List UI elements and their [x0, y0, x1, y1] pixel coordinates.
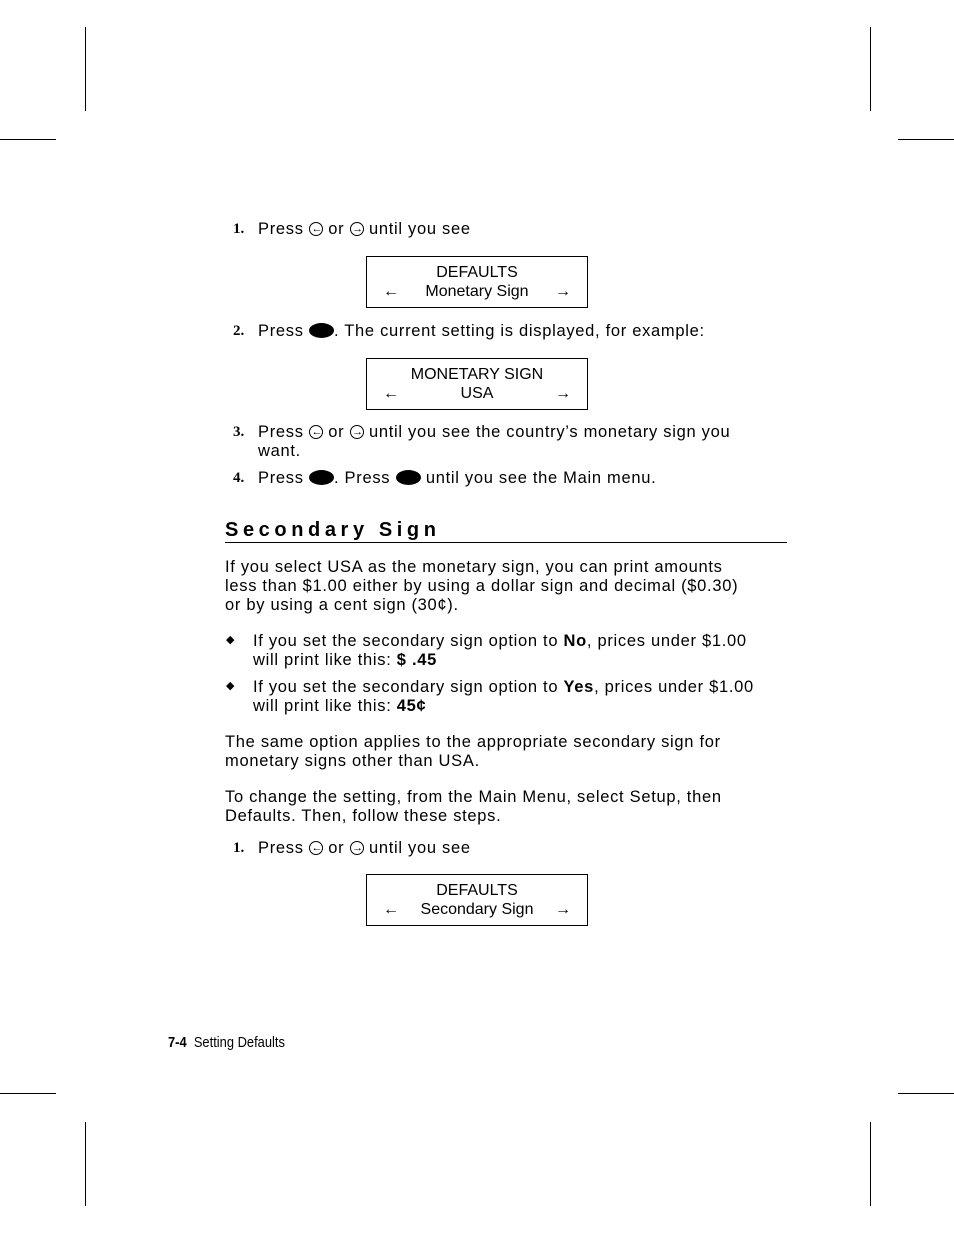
- example-value: $ .45: [396, 651, 437, 669]
- para2-line: The same option applies to the appropriate secondary sign for: [225, 733, 721, 751]
- enter-key-icon: [396, 470, 421, 485]
- intro-line: If you select USA as the monetary sign, you can print amounts: [225, 558, 723, 576]
- lcd-line-2: Monetary Sign: [425, 283, 529, 300]
- lcd-line-1: MONETARY SIGN: [410, 366, 544, 383]
- lcd-right-arrow-icon: →: [555, 901, 571, 918]
- right-arrow-key-icon: [350, 841, 364, 855]
- intro-line: or by using a cent sign (30¢).: [225, 596, 459, 614]
- page-number: 7-4: [168, 1034, 187, 1051]
- para2-line: monetary signs other than USA.: [225, 752, 480, 770]
- enter-key-icon: [309, 323, 334, 338]
- chapter-title: Setting Defaults: [193, 1034, 285, 1051]
- right-arrow-key-icon: [350, 222, 364, 236]
- step-3-text-cont: want.: [258, 442, 301, 460]
- lcd-right-arrow-icon: →: [555, 283, 571, 300]
- diamond-bullet-icon: ◆: [226, 680, 235, 692]
- bullet-yes-line1: If you set the secondary sign option to Yes, prices under $1.00: [253, 678, 754, 696]
- section-heading: Secondary Sign: [225, 519, 441, 541]
- para3-line: Defaults. Then, follow these steps.: [225, 807, 502, 825]
- step-number: 4.: [233, 470, 245, 486]
- diamond-bullet-icon: ◆: [226, 634, 235, 646]
- lcd-line-1: DEFAULTS: [436, 882, 518, 899]
- bullet-no-line1: If you set the secondary sign option to No, prices under $1.00: [253, 632, 747, 650]
- crop-mark: [870, 27, 871, 111]
- lcd-display-defaults-monetary: [366, 256, 588, 308]
- step-4-text: Press . Press until you see the Main menu.: [258, 469, 657, 487]
- bullet-yes-line2: will print like this: 45¢: [253, 697, 427, 715]
- bullet-no-line2: will print like this: $ .45: [253, 651, 437, 669]
- lcd-line-1: DEFAULTS: [436, 264, 518, 281]
- intro-line: less than $1.00 either by using a dollar sign and decimal ($0.30): [225, 577, 739, 595]
- para3-line: To change the setting, from the Main Menu, select Setup, then: [225, 788, 722, 806]
- step-number: 1.: [233, 221, 245, 237]
- page-footer: [168, 1033, 285, 1053]
- crop-mark: [85, 27, 86, 111]
- step-2-text: Press . The current setting is displayed, for example:: [258, 322, 705, 340]
- crop-mark: [898, 139, 954, 140]
- crop-mark: [85, 1122, 86, 1206]
- lcd-left-arrow-icon: ←: [383, 283, 399, 300]
- lcd-display-defaults-secondary: [366, 874, 588, 926]
- crop-mark: [0, 139, 56, 140]
- lcd-right-arrow-icon: →: [555, 385, 571, 402]
- crop-mark: [870, 1122, 871, 1206]
- step-number: 3.: [233, 424, 245, 440]
- lcd-display-monetary-sign: [366, 358, 588, 410]
- left-arrow-key-icon: [309, 841, 323, 855]
- lcd-line-2: USA: [460, 385, 494, 402]
- crop-mark: [898, 1093, 954, 1094]
- step-number: 2.: [233, 323, 245, 339]
- step-1-text: Press ← or → until you see: [258, 220, 471, 239]
- lcd-line-2: Secondary Sign: [420, 901, 534, 918]
- step-b1-text: Press ← or → until you see: [258, 839, 471, 858]
- lcd-left-arrow-icon: ←: [383, 385, 399, 402]
- lcd-left-arrow-icon: ←: [383, 901, 399, 918]
- step-number: 1.: [233, 840, 245, 856]
- enter-key-icon: [309, 470, 334, 485]
- heading-rule: [225, 542, 787, 543]
- left-arrow-key-icon: [309, 425, 323, 439]
- crop-mark: [0, 1093, 56, 1094]
- example-value: 45¢: [396, 697, 427, 715]
- left-arrow-key-icon: [309, 222, 323, 236]
- right-arrow-key-icon: [350, 425, 364, 439]
- step-3-text: Press ← or → until you see the country’s monetary sign you: [258, 423, 730, 442]
